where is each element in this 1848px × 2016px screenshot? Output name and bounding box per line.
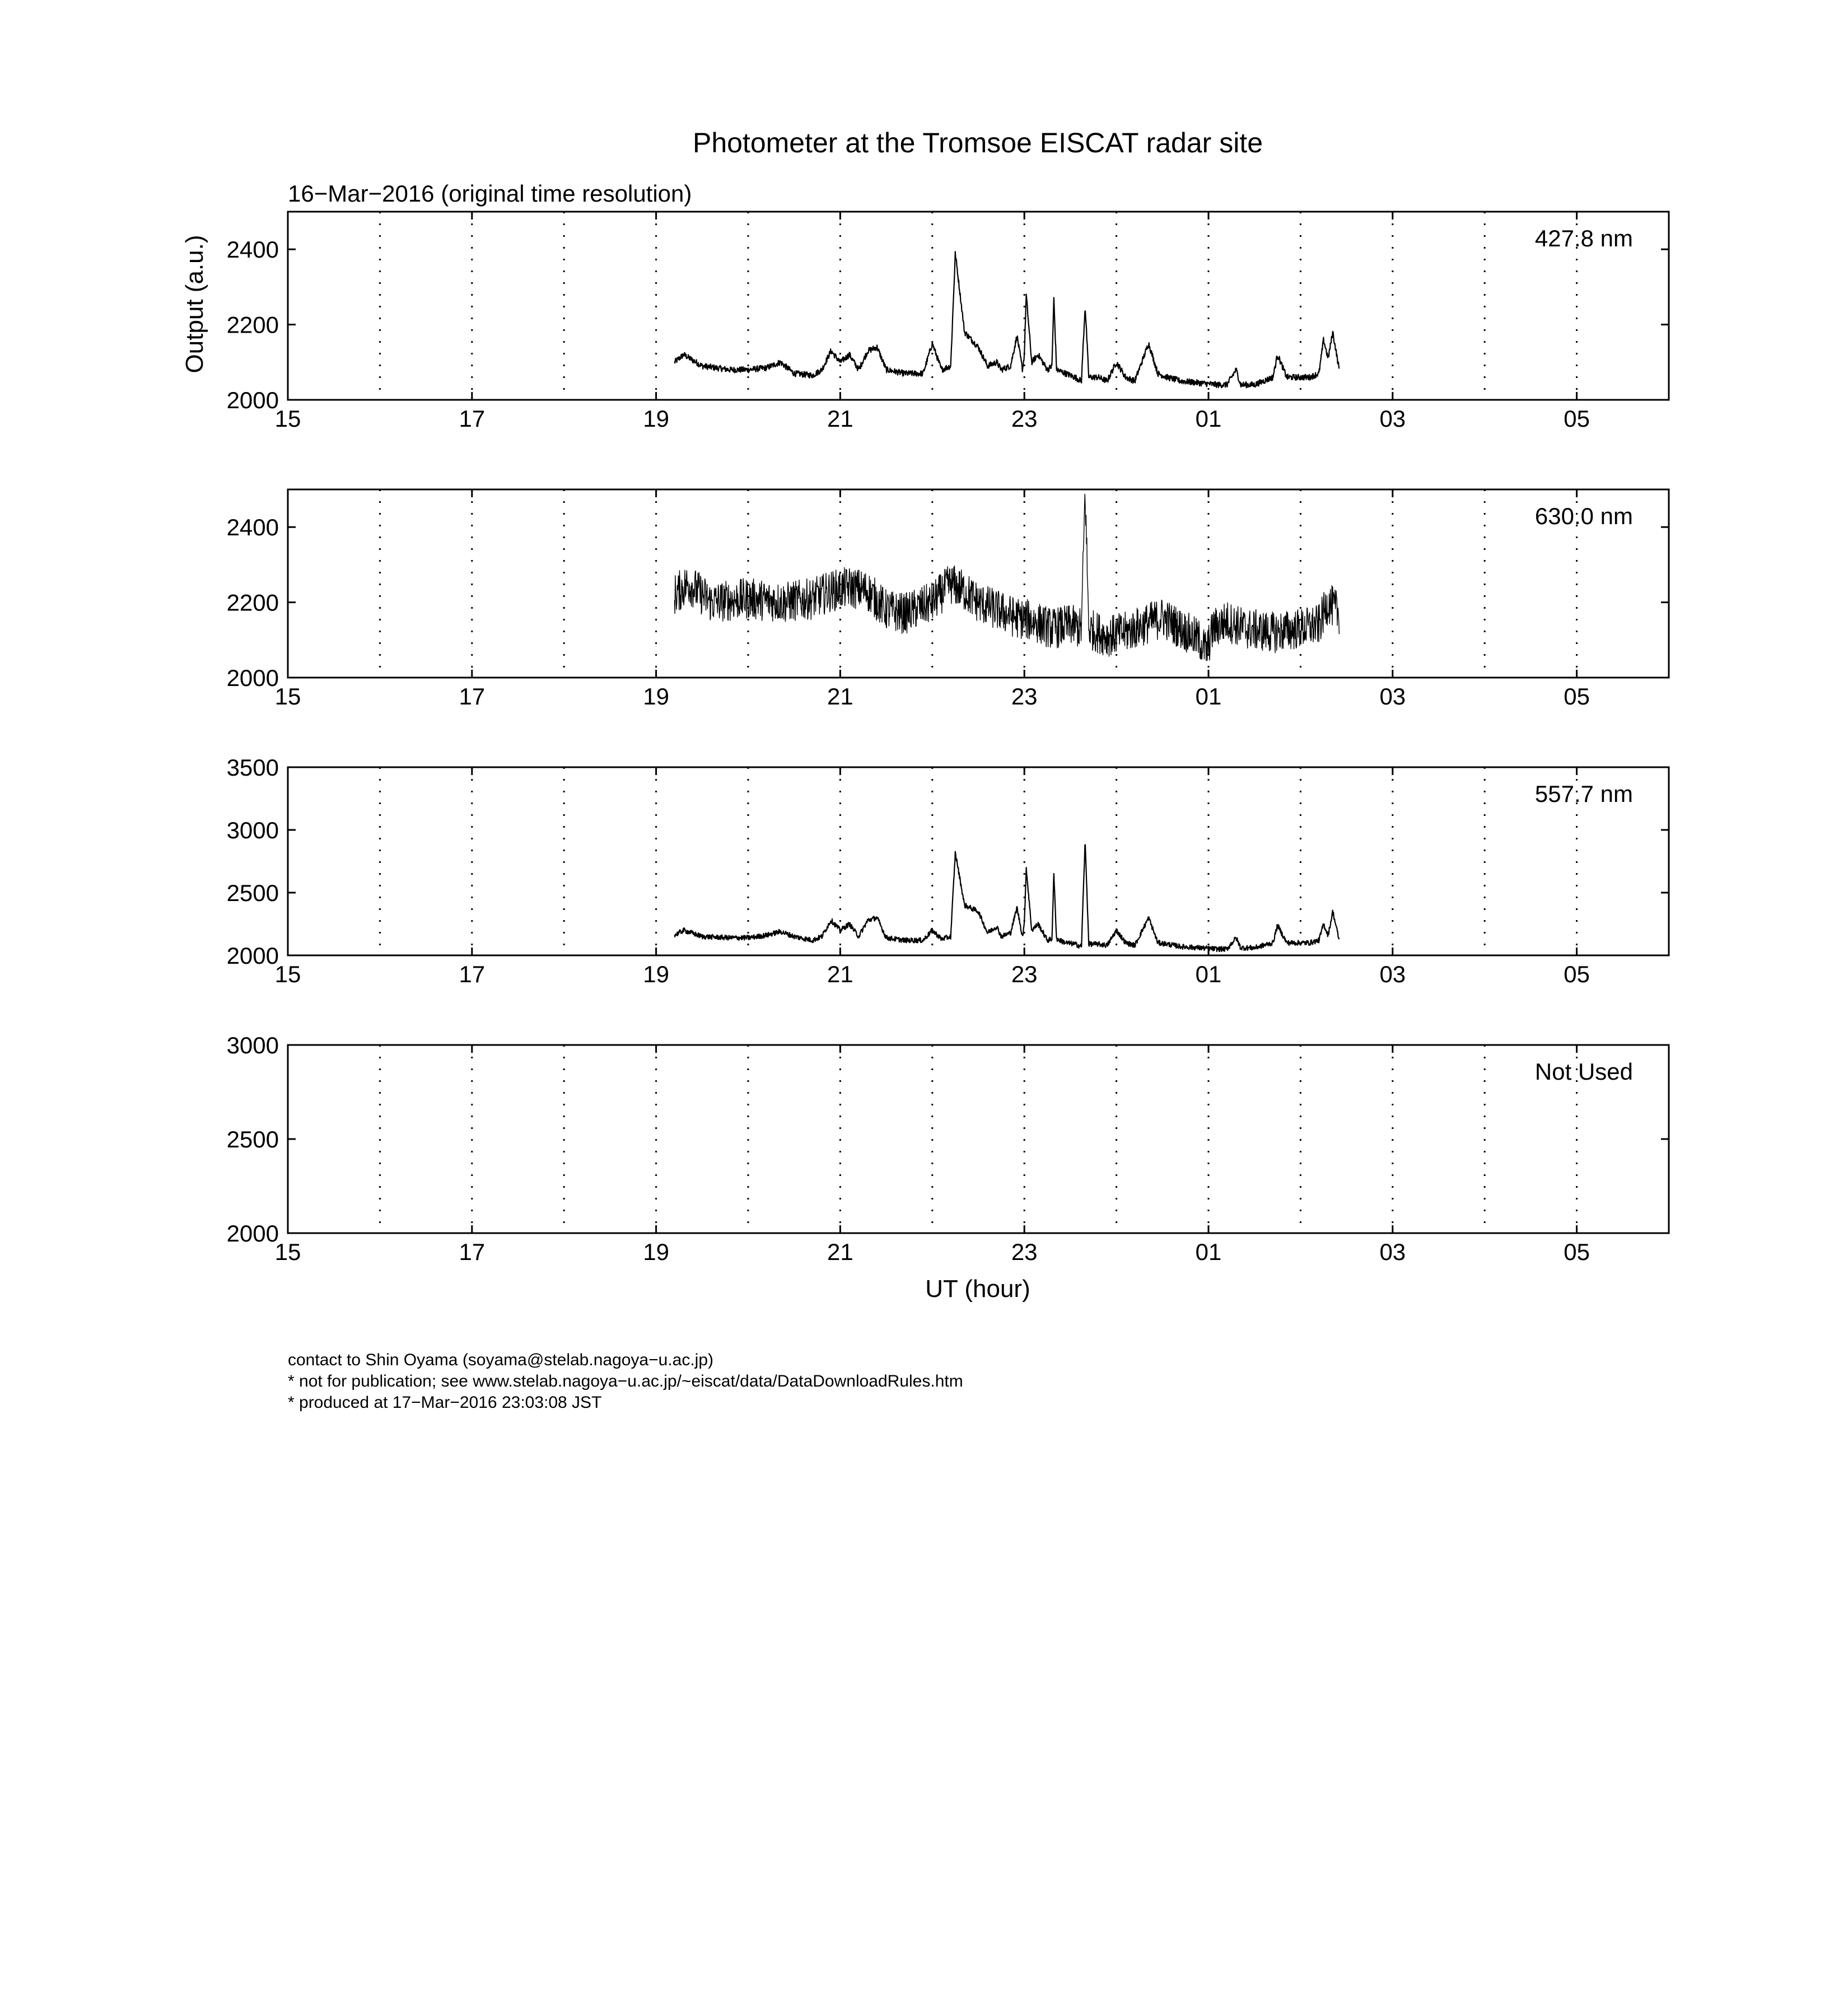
y-tick-label: 2000 — [226, 942, 279, 969]
x-tick-label: 15 — [274, 405, 301, 432]
y-tick-label: 2000 — [226, 1220, 279, 1247]
x-tick-label: 17 — [459, 405, 486, 432]
x-tick-label: 01 — [1195, 1239, 1222, 1265]
panel-4 — [227, 1032, 1669, 1265]
plot-frame — [288, 767, 1669, 955]
x-tick-label: 21 — [827, 405, 853, 432]
plot-frame — [288, 1045, 1669, 1233]
y-tick-label: 2400 — [226, 236, 279, 263]
plot-frame — [288, 489, 1669, 678]
x-tick-label: 19 — [643, 1239, 669, 1265]
x-tick-label: 05 — [1564, 961, 1590, 987]
x-tick-label: 01 — [1195, 683, 1222, 710]
figure-title: Photometer at the Tromsoe EISCAT radar site — [692, 127, 1263, 158]
y-axis-label: Output (a.u.) — [181, 235, 208, 374]
x-tick-label: 17 — [459, 683, 486, 710]
panel-wavelength-label: 630.0 nm — [1534, 503, 1633, 529]
panel-wavelength-label: Not Used — [1534, 1058, 1633, 1085]
x-tick-label: 19 — [643, 683, 669, 710]
y-tick-label: 3000 — [226, 817, 279, 843]
x-tick-label: 23 — [1011, 405, 1038, 432]
x-tick-label: 05 — [1564, 683, 1590, 710]
y-tick-label: 3500 — [226, 754, 279, 781]
y-tick-label: 3000 — [226, 1032, 279, 1058]
x-tick-label: 21 — [827, 1239, 853, 1265]
x-tick-label: 03 — [1379, 1239, 1406, 1265]
y-tick-label: 2200 — [226, 589, 279, 616]
y-tick-label: 2400 — [226, 514, 279, 541]
x-tick-label: 05 — [1564, 405, 1590, 432]
series-trace — [675, 494, 1340, 661]
panel-1 — [227, 212, 1669, 432]
x-axis-label: UT (hour) — [925, 1275, 1030, 1303]
plot-frame — [288, 212, 1669, 400]
y-tick-label: 2500 — [226, 1126, 279, 1152]
y-tick-label: 2500 — [226, 880, 279, 906]
x-tick-label: 23 — [1011, 683, 1038, 710]
x-tick-label: 19 — [643, 405, 669, 432]
y-tick-label: 2200 — [226, 311, 279, 338]
x-tick-label: 01 — [1195, 961, 1222, 987]
panels — [227, 212, 1669, 1265]
x-tick-label: 19 — [643, 961, 669, 987]
y-tick-label: 2000 — [226, 387, 279, 413]
x-tick-label: 23 — [1011, 961, 1038, 987]
series-trace — [675, 251, 1340, 388]
footer-produced: * produced at 17−Mar−2016 23:03:08 JST — [288, 1393, 602, 1412]
panel-2 — [227, 489, 1669, 710]
x-tick-label: 03 — [1379, 405, 1406, 432]
series-trace — [675, 844, 1340, 951]
footer-contact: contact to Shin Oyama (soyama@stelab.nagoya−u.ac.jp) — [288, 1351, 714, 1369]
panel-3 — [227, 754, 1669, 987]
x-tick-label: 21 — [827, 683, 853, 710]
x-tick-label: 15 — [274, 961, 301, 987]
x-tick-label: 17 — [459, 961, 486, 987]
x-tick-label: 15 — [274, 1239, 301, 1265]
x-tick-label: 17 — [459, 1239, 486, 1265]
panel-wavelength-label: 427.8 nm — [1534, 225, 1633, 251]
x-tick-label: 23 — [1011, 1239, 1038, 1265]
footer-rules: * not for publication; see www.stelab.nagoya−u.ac.jp/~eiscat/data/DataDownloadRules.htm — [288, 1372, 963, 1390]
x-tick-label: 03 — [1379, 683, 1406, 710]
x-tick-label: 03 — [1379, 961, 1406, 987]
x-tick-label: 21 — [827, 961, 853, 987]
panel-wavelength-label: 557.7 nm — [1534, 781, 1633, 807]
x-tick-label: 15 — [274, 683, 301, 710]
x-tick-label: 05 — [1564, 1239, 1590, 1265]
y-tick-label: 2000 — [226, 665, 279, 691]
figure-subtitle: 16−Mar−2016 (original time resolution) — [288, 180, 692, 207]
x-tick-label: 01 — [1195, 405, 1222, 432]
